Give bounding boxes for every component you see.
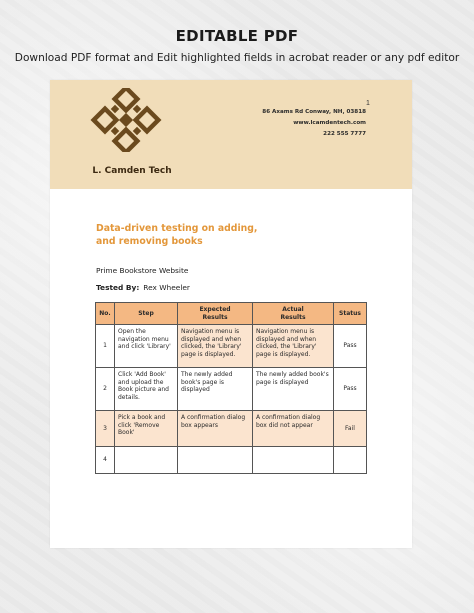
cell-expected[interactable]: A confirmation dialog box appears	[178, 411, 253, 447]
document-page	[50, 80, 412, 548]
header-actual	[253, 303, 334, 325]
tested-by-value[interactable]: Rex Wheeler	[143, 283, 190, 292]
cell-expected[interactable]: Navigation menu is displayed and when clicked, the 'Library' page is displayed.	[178, 325, 253, 368]
cell-actual[interactable]: Navigation menu is displayed and when clicked, the 'Library' page is displayed.	[253, 325, 334, 368]
tested-by	[96, 283, 190, 292]
company-logo-icon	[90, 88, 162, 152]
page-number: 1	[366, 100, 370, 107]
company-name: L. Camden Tech	[92, 166, 172, 176]
cell-status[interactable]: Pass	[334, 325, 367, 368]
header-expected	[178, 303, 253, 325]
cell-actual[interactable]: The newly added book's page is displayed	[253, 368, 334, 411]
address-phone[interactable]: 222 555 7777	[323, 131, 366, 137]
cell-step[interactable]: Open the navigation menu and click 'Library'	[115, 325, 178, 368]
test-case-table	[95, 302, 367, 474]
header-actual-line2: Results	[280, 313, 306, 321]
cell-no: 3	[96, 411, 115, 447]
heading-line-2: and removing books	[96, 236, 203, 247]
cell-step[interactable]: Click 'Add Book' and upload the Book picture and details.	[115, 368, 178, 411]
cell-no: 1	[96, 325, 115, 368]
cell-no: 4	[96, 447, 115, 474]
table-row	[96, 447, 367, 474]
banner-subtitle: Download PDF format and Edit highlighted fields in acrobat reader or any pdf editor	[14, 52, 460, 64]
cell-status[interactable]	[334, 447, 367, 474]
header-expected-line2: Results	[202, 313, 228, 321]
address-website[interactable]: www.lcamdentech.com	[293, 120, 366, 126]
cell-expected[interactable]	[178, 447, 253, 474]
header-expected-line1: Expected	[199, 306, 231, 313]
cell-no: 2	[96, 368, 115, 411]
header-actual-line1: Actual	[282, 306, 304, 313]
table-header-row	[96, 303, 367, 325]
document-header	[50, 80, 412, 189]
header-step: Step	[115, 303, 178, 325]
cell-actual[interactable]: A confirmation dialog box did not appear	[253, 411, 334, 447]
heading-line-1: Data-driven testing on adding,	[96, 223, 258, 234]
header-status: Status	[334, 303, 367, 325]
address-street[interactable]: 86 Axams Rd Conway, NH, 03818	[262, 109, 366, 115]
cell-step[interactable]: Pick a book and click 'Remove Book'	[115, 411, 178, 447]
header-no: No.	[96, 303, 115, 325]
table-row	[96, 325, 367, 368]
document-heading	[96, 222, 296, 248]
table-row	[96, 368, 367, 411]
tested-by-label: Tested By:	[96, 283, 140, 292]
cell-status[interactable]: Pass	[334, 368, 367, 411]
website-name[interactable]: Prime Bookstore Website	[96, 266, 189, 275]
banner-title: EDITABLE PDF	[175, 27, 299, 45]
table-row	[96, 411, 367, 447]
cell-status[interactable]: Fail	[334, 411, 367, 447]
cell-expected[interactable]: The newly added book's page is displayed	[178, 368, 253, 411]
cell-actual[interactable]	[253, 447, 334, 474]
cell-step[interactable]	[115, 447, 178, 474]
